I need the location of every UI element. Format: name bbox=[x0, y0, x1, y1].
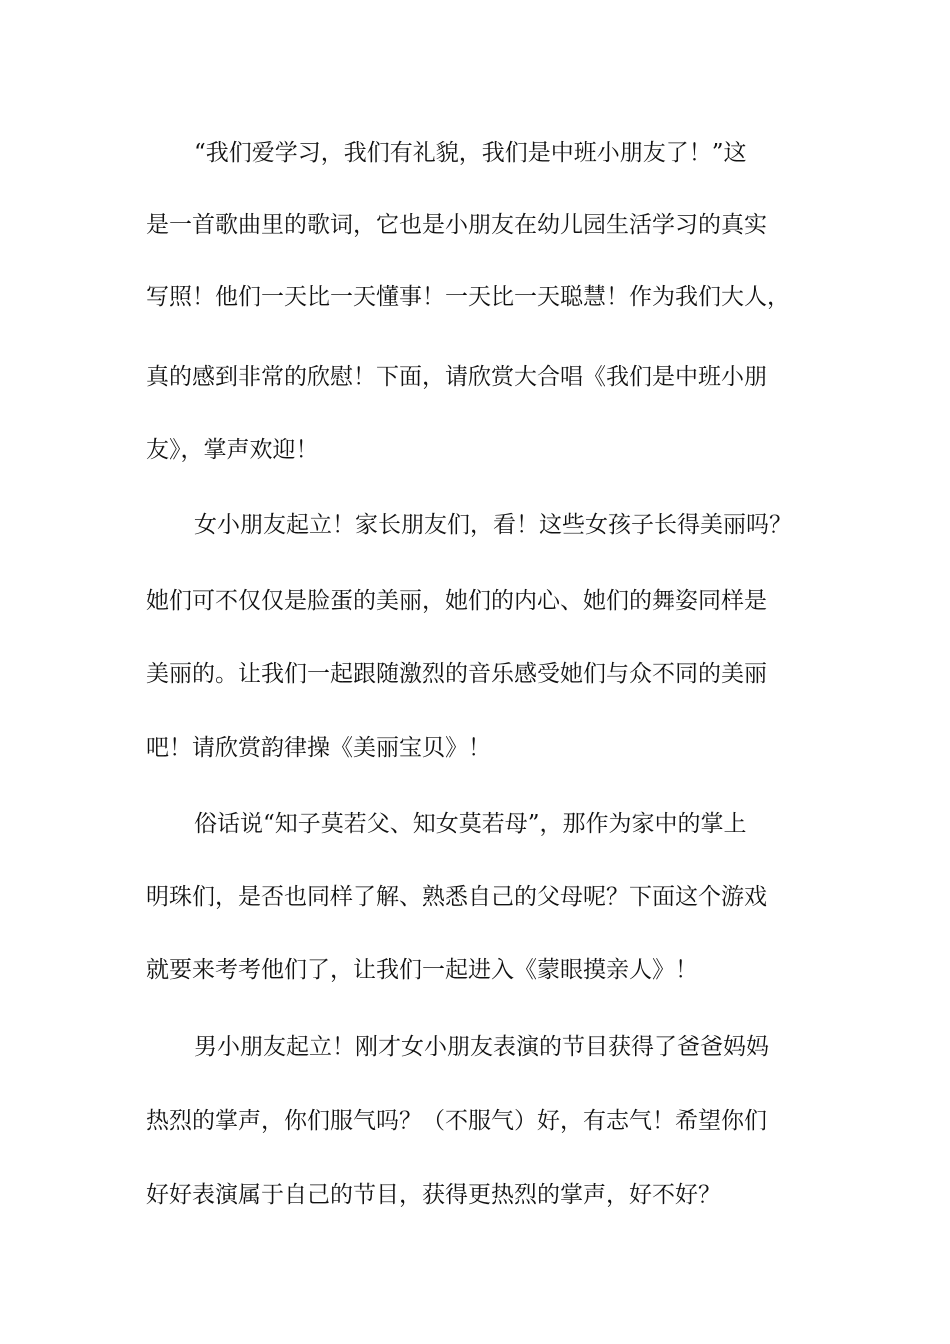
paragraph-4-line-2: 热烈的掌声，你们服气吗？（不服气）好，有志气！希望你们 bbox=[146, 1108, 767, 1134]
paragraph-1-line-5: 友》，掌声欢迎！ bbox=[146, 437, 319, 463]
paragraph-2-line-3: 美丽的。让我们一起跟随激烈的音乐感受她们与众不同的美丽 bbox=[146, 661, 767, 687]
paragraph-3-line-1: 俗话说“知子莫若父、知女莫若母”，那作为家中的掌上 bbox=[194, 811, 747, 837]
paragraph-2-line-4: 吧！请欣赏韵律操《美丽宝贝》！ bbox=[146, 735, 491, 761]
paragraph-4-line-1: 男小朋友起立！刚才女小朋友表演的节目获得了爸爸妈妈 bbox=[194, 1034, 769, 1060]
paragraph-3-line-2: 明珠们，是否也同样了解、熟悉自己的父母呢？下面这个游戏 bbox=[146, 884, 767, 910]
paragraph-1-line-1: “我们爱学习，我们有礼貌，我们是中班小朋友了！”这 bbox=[194, 140, 747, 166]
paragraph-1-line-2: 是一首歌曲里的歌词，它也是小朋友在幼儿园生活学习的真实 bbox=[146, 212, 767, 238]
paragraph-1-line-3: 写照！他们一天比一天懂事！一天比一天聪慧！作为我们大人， bbox=[146, 284, 790, 310]
paragraph-2-line-1: 女小朋友起立！家长朋友们，看！这些女孩子长得美丽吗？ bbox=[194, 512, 792, 538]
paragraph-3-line-3: 就要来考考他们了，让我们一起进入《蒙眼摸亲人》！ bbox=[146, 957, 698, 983]
paragraph-1-line-4: 真的感到非常的欣慰！下面，请欣赏大合唱《我们是中班小朋 bbox=[146, 364, 767, 390]
paragraph-2-line-2: 她们可不仅仅是脸蛋的美丽，她们的内心、她们的舞姿同样是 bbox=[146, 588, 767, 614]
paragraph-4-line-3: 好好表演属于自己的节目，获得更热烈的掌声，好不好？ bbox=[146, 1182, 721, 1208]
